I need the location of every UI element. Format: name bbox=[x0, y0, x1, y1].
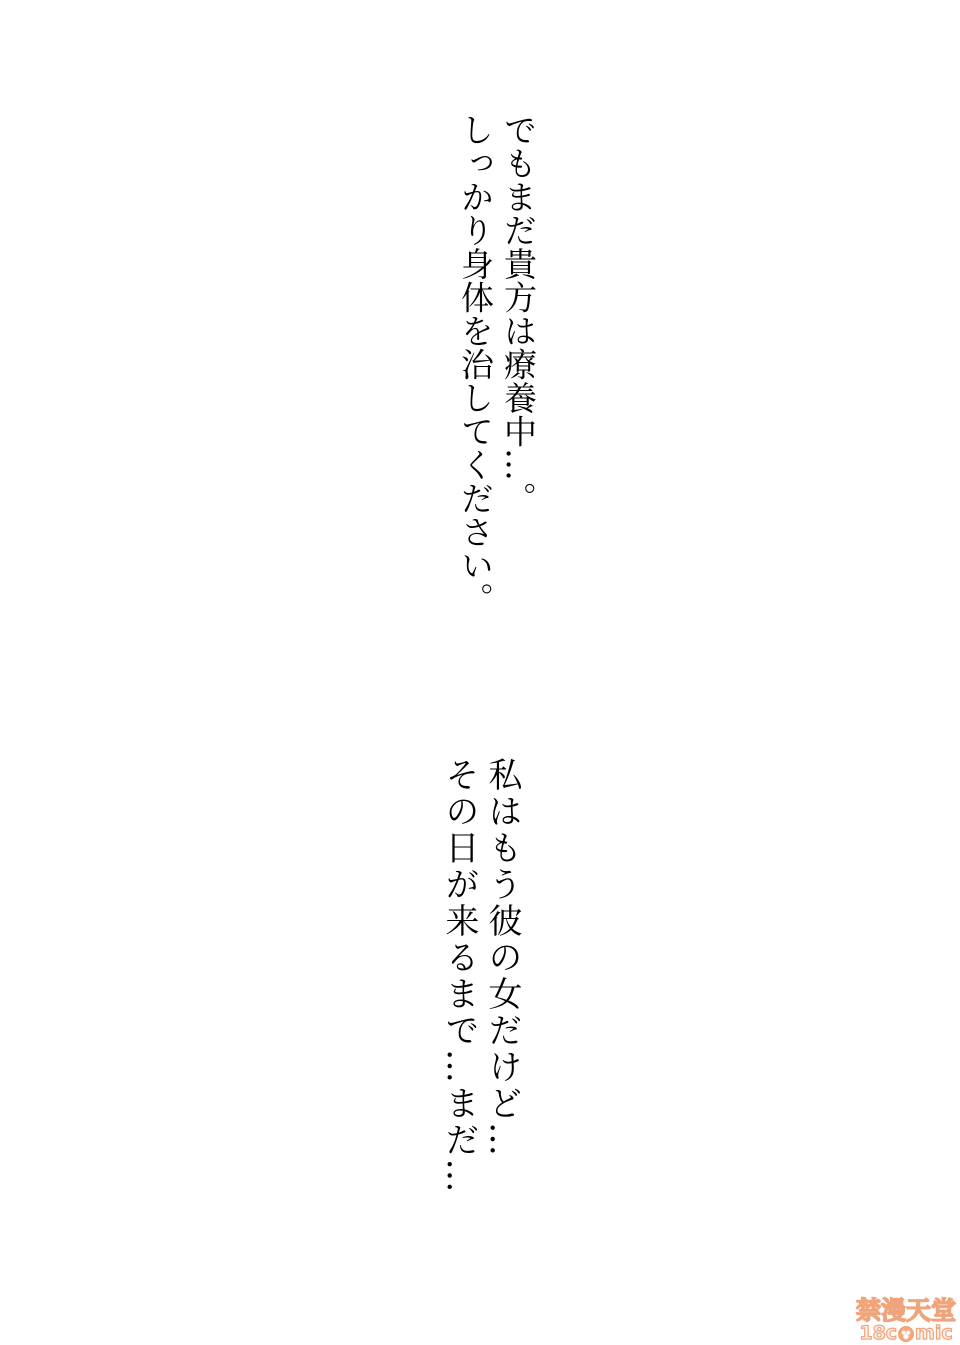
watermark-site-suffix: mic bbox=[915, 1322, 953, 1344]
vertical-text-line: でもまだ貴方は療養中…。 bbox=[499, 113, 538, 515]
watermark-title: 禁漫天堂 bbox=[855, 1295, 956, 1325]
lower-text-block bbox=[437, 757, 523, 1195]
watermark-site-name bbox=[856, 1324, 956, 1343]
jm-mascot-face-icon bbox=[898, 1326, 914, 1342]
vertical-text-line: その日が来るまで…まだ… bbox=[439, 757, 479, 1195]
vertical-text-line: 私はもう彼の女だけど… bbox=[482, 757, 522, 1159]
upper-text-block bbox=[454, 113, 540, 616]
watermark bbox=[855, 1295, 956, 1344]
vertical-text-line: しっかり身体を治してください。 bbox=[456, 113, 495, 616]
watermark-site-prefix: 18c bbox=[859, 1322, 898, 1344]
